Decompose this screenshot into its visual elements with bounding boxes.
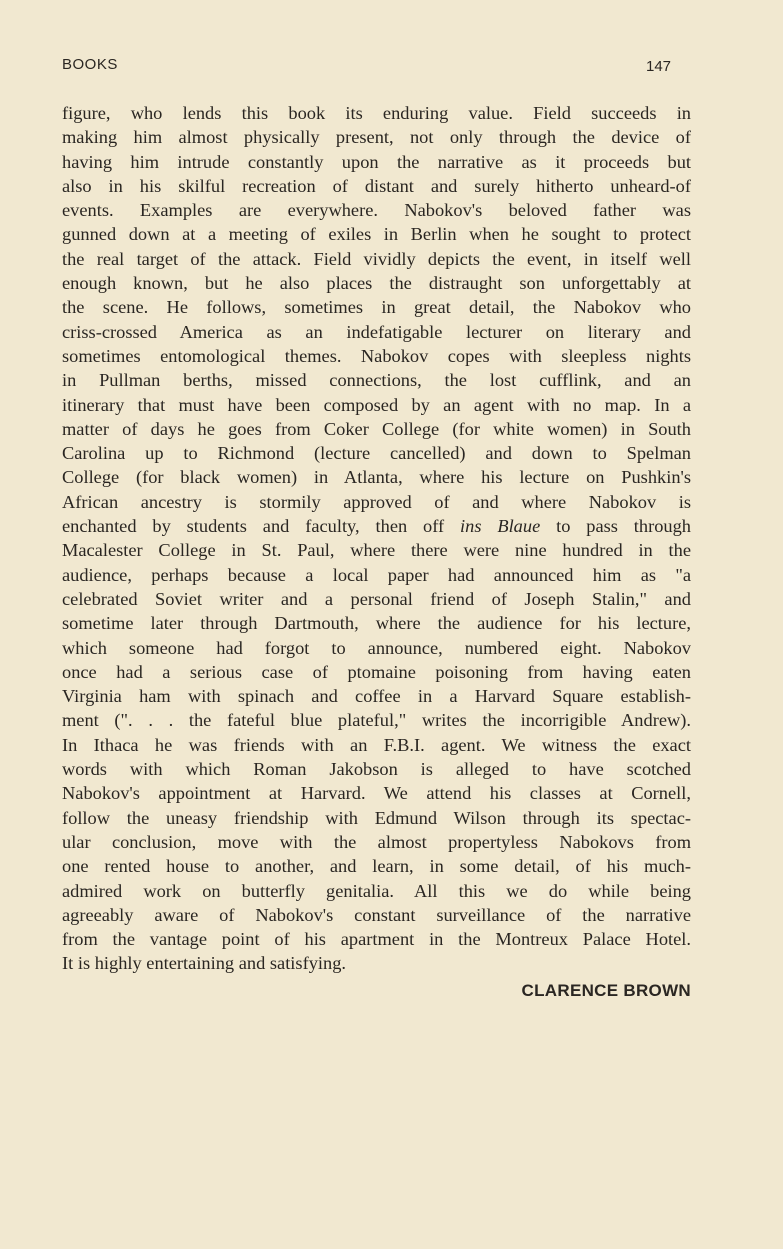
text-line: enchanted by students and faculty, then off ins Blaue to pass through xyxy=(62,516,691,537)
text-line: matter of days he goes from Coker College (for white women) in South xyxy=(62,418,691,439)
text-line: once had a serious case of ptomaine poisoning from having eaten xyxy=(62,661,691,682)
text-line: gunned down at a meeting of exiles in Berlin when he sought to protect xyxy=(62,224,691,245)
text-line: criss-crossed America as an indefatigable lecturer on literary and xyxy=(62,321,691,342)
text-line: Macalester College in St. Paul, where there were nine hundred in the xyxy=(62,540,691,561)
text-line: enough known, but he also places the distraught son unforgettably at xyxy=(62,273,691,294)
text-line: Carolina up to Richmond (lecture cancelled) and down to Spelman xyxy=(62,443,691,464)
text-line: the scene. He follows, sometimes in great detail, the Nabokov who xyxy=(62,297,691,318)
italic-phrase: ins Blaue xyxy=(460,516,541,537)
text-line: ment (". . . the fateful blue plateful," writes the incorrigible Andrew). xyxy=(62,710,691,731)
text-line: one rented house to another, and learn, in some detail, of his much- xyxy=(62,856,691,877)
text-line: Nabokov's appointment at Harvard. We attend his classes at Cornell, xyxy=(62,783,691,804)
text-line: sometime later through Dartmouth, where the audience for his lecture, xyxy=(62,613,691,634)
text-line: also in his skilful recreation of distant and surely hitherto unheard-of xyxy=(62,175,691,196)
text-line: events. Examples are everywhere. Nabokov's beloved father was xyxy=(62,200,691,221)
text-line: from the vantage point of his apartment in the Montreux Palace Hotel. xyxy=(62,929,691,950)
text-line: African ancestry is stormily approved of and where Nabokov is xyxy=(62,491,691,512)
author-signature: CLARENCE BROWN xyxy=(521,981,691,1000)
running-head: BOOKS xyxy=(62,56,118,73)
text-line: figure, who lends this book its enduring value. Field succeeds in xyxy=(62,103,691,123)
text-line: College (for black women) in Atlanta, where his lecture on Pushkin's xyxy=(62,467,691,488)
review-body xyxy=(62,101,691,976)
text-line: follow the uneasy friendship with Edmund Wilson through its spectac- xyxy=(62,807,691,828)
text-line: admired work on butterfly genitalia. All this we do while being xyxy=(62,880,691,901)
text-line: celebrated Soviet writer and a personal friend of Joseph Stalin," and xyxy=(62,588,691,609)
text-line: in Pullman berths, missed connections, the lost cufflink, and an xyxy=(62,370,691,391)
text-line: audience, perhaps because a local paper had announced him as "a xyxy=(62,564,691,585)
text-line: the real target of the attack. Field vividly depicts the event, in itself well xyxy=(62,248,691,269)
text-line: Virginia ham with spinach and coffee in a Harvard Square establish- xyxy=(62,686,691,707)
text-line: ular conclusion, move with the almost propertyless Nabokovs from xyxy=(62,831,691,852)
text-line: words with which Roman Jakobson is alleged to have scotched xyxy=(62,759,691,780)
text-line: In Ithaca he was friends with an F.B.I. agent. We witness the exact xyxy=(62,734,691,755)
text-line: It is highly entertaining and satisfying. xyxy=(62,953,346,974)
text-line: making him almost physically present, not only through the device of xyxy=(62,127,691,148)
text-line: which someone had forgot to announce, numbered eight. Nabokov xyxy=(62,637,691,658)
page-number: 147 xyxy=(646,58,672,75)
text-line: sometimes entomological themes. Nabokov copes with sleepless nights xyxy=(62,345,691,366)
text-line: having him intrude constantly upon the narrative as it proceeds but xyxy=(62,151,691,172)
text-line: agreeably aware of Nabokov's constant surveillance of the narrative xyxy=(62,904,691,925)
text-line: itinerary that must have been composed by an agent with no map. In a xyxy=(62,394,691,415)
